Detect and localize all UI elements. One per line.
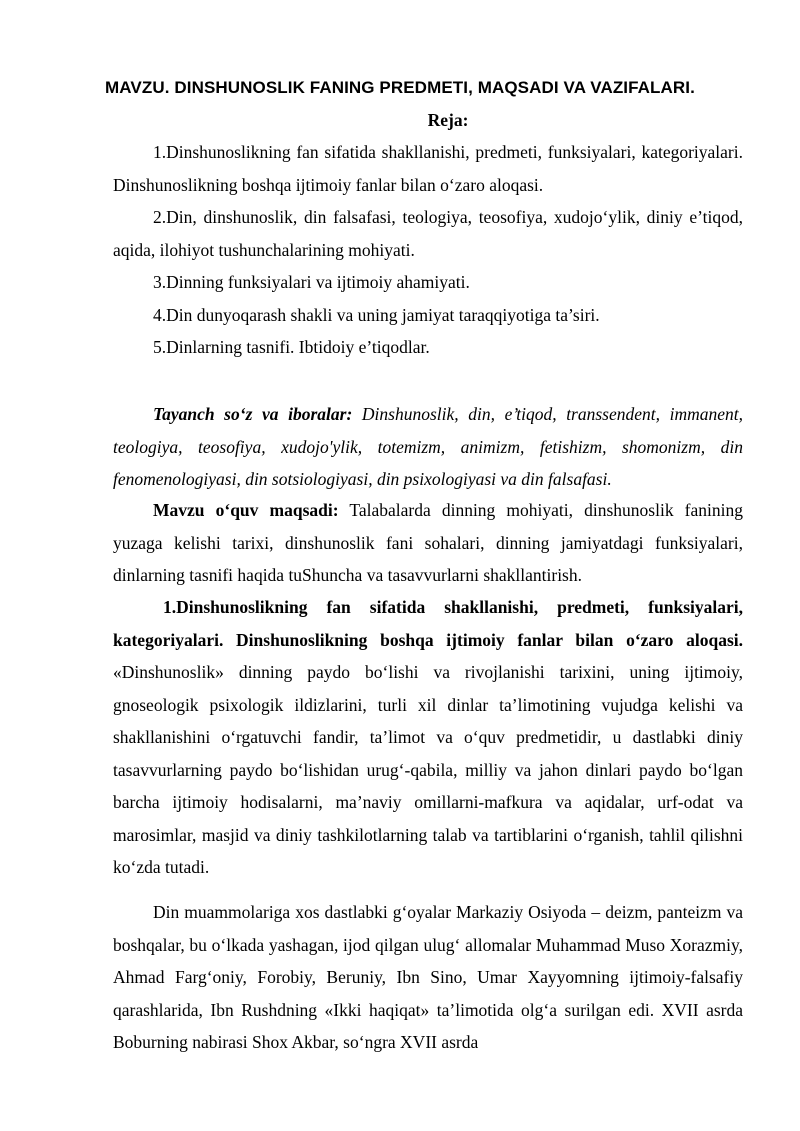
- paragraph-2-text: Din muammolariga xos dastlabki g‘oyalar Markaziy Osiyoda – deizm, panteizm va boshqalar, bu o‘lkada yashagan, ijod qilgan ulug‘ allomalar Muhammad Muso Xorazmiy, Ahmad Farg‘oniy, Forobiy, Beruniy, Ibn Sino, Umar Xayyomning ijtimoiy-falsafiy qarashlarida, Ibn Rushdning «Ikki haqiqat» ta’limotida olg‘a surilgan edi. XVII asrda Boburning nabirasi Shox Akbar, so‘ngra XVII asrda: [113, 902, 743, 1052]
- plan-heading: Reja:: [427, 110, 469, 130]
- plan-item-number: 3.: [153, 272, 167, 292]
- goal-label: Mavzu o‘quv maqsadi:: [153, 500, 339, 520]
- plan-item: [113, 201, 743, 266]
- goal-paragraph: [113, 494, 743, 592]
- plan-item-text: Dinlarning tasnifi. Ibtidoiy e’tiqodlar.: [166, 337, 430, 357]
- plan-item-number: 5.: [153, 337, 167, 357]
- paragraph-2: [113, 896, 743, 1059]
- plan-item-number: 4.: [153, 304, 167, 325]
- keywords-text: Dinshunoslik, din, e’tiqod, transsendent, immanent, teologiya, teosofiya, xudojo'ylik, totemizm, animizm, fetishizm, shomonizm, din fenomenologiyasi, din sotsiologiyasi, din psixologiyasi va din falsafasi.: [113, 404, 743, 489]
- plan-list: [113, 136, 743, 364]
- section-1-heading: 1.Dinshunoslikning fan sifatida shakllanishi, predmeti, funksiyalari, kategoriyalari. Dinshunoslikning boshqa ijtimoiy fanlar bilan o‘zaro aloqasi.: [113, 597, 743, 650]
- keywords-paragraph: [113, 398, 743, 496]
- plan-item: [113, 136, 743, 201]
- plan-item-text: Dinning funksiyalari va ijtimoiy ahamiyati.: [166, 272, 470, 292]
- section-1-text: «Dinshunoslik» dinning paydo bo‘lishi va rivojlanishi tarixini, uning ijtimoiy, gnoseologik psixologik ildizlarini, turli xil dinlar ta’limotining vujudga kelishi va shakllanishini o‘rgatuvchi fandir, ta’limot va o‘quv predmetidir, u dastlabki diniy tasavvurlarning paydo bo‘lishidan urug‘-qabila, milliy va jahon dinlari paydo bo‘lgan barcha ijtimoiy hodisalarni, ma’naviy omillarni-mafkura va aqidalar, urf-odat va marosimlar, masjid va diniy tashkilotlarning talab va tartiblarini o‘rganish, tahlil qilishni ko‘zda tutadi.: [113, 662, 743, 877]
- plan-item: [113, 331, 743, 364]
- keywords-label: Tayanch so‘z va iboralar:: [153, 404, 353, 424]
- plan-item-number: 1.: [153, 142, 167, 162]
- document-title: MAVZU. DINSHUNOSLIK FANING PREDMETI, MAQSADI VA VAZIFALARI.: [105, 78, 695, 97]
- goal-text: Talabalarda dinning mohiyati, dinshunoslik fanining yuzaga kelishi tarixi, dinshunoslik fani sohalari, dinning jamiyatdagi funksiyalari, dinlarning tasnifi haqida tuShuncha va tasavvurlarni shakllantirish.: [113, 500, 743, 585]
- section-1: [113, 591, 743, 884]
- plan-item: [113, 299, 743, 332]
- plan-item-number: 2.: [153, 207, 167, 227]
- plan-item: [113, 266, 743, 299]
- plan-item-text: Dinshunoslikning fan sifatida shakllanishi, predmeti, funksiyalari, kategoriyalari. Dinshunoslikning boshqa ijtimoiy fanlar bilan o‘zaro aloqasi.: [113, 142, 743, 195]
- plan-item-text: Din dunyoqarash shakli va uning jamiyat taraqqiyotiga ta’siri.: [166, 304, 600, 325]
- plan-item-text: Din, dinshunoslik, din falsafasi, teologiya, teosofiya, xudojo‘ylik, diniy e’tiqod, aqida, ilohiyot tushunchalarining mohiyati.: [113, 207, 743, 260]
